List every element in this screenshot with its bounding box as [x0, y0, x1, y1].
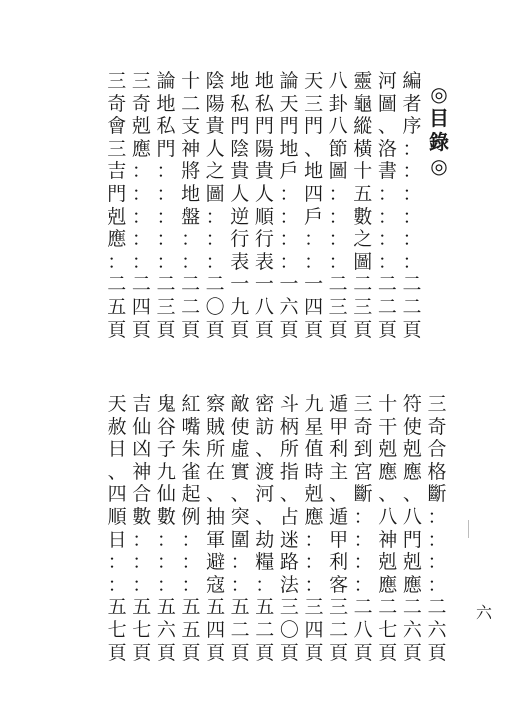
heading-char: ◎: [430, 82, 448, 106]
entry-title: 九 星 值 時 剋 應: [304, 393, 324, 528]
entry-page: 五 七 頁: [107, 596, 127, 664]
entry-page: 二 〇 頁: [205, 273, 225, 341]
toc-entry-upper: [400, 70, 424, 341]
toc-entry-upper: [326, 70, 350, 341]
entry-title: 三 奇 剋 應: [131, 70, 151, 160]
entry-page: 一 六 頁: [279, 273, 299, 341]
entry-page: 三 〇 頁: [279, 596, 299, 664]
entry-title: 天 赦 日 、 四 順 日: [107, 393, 127, 551]
entry-page: 五 二 頁: [230, 596, 250, 664]
leader-dots: ： ：: [304, 228, 324, 273]
toc-entry-lower: [179, 393, 203, 664]
toc-entry-upper: [179, 70, 203, 341]
toc-entry-lower: [277, 393, 301, 664]
entry-title: 地 私 門 陰 貴 人 逆 行 表: [230, 70, 250, 273]
heading-char: ◎: [430, 154, 448, 178]
entry-title: 三 奇 會 三 吉 門 剋 應: [107, 70, 127, 251]
toc-entry-lower: [253, 393, 277, 664]
entry-page: 二 四 頁: [131, 273, 151, 341]
entry-page: 二 三 頁: [353, 273, 373, 341]
entry-page: 五 二 頁: [255, 596, 275, 664]
entry-title: 符 使 剋 應 、 八 門 剋 應: [402, 393, 422, 596]
toc-entry-lower: [425, 393, 449, 664]
entry-title: 編 者 序: [402, 70, 422, 138]
leader-dots: ： ：: [107, 551, 127, 596]
toc-entry-lower: [327, 393, 351, 664]
leader-dots: ： ： ：: [304, 528, 324, 596]
leader-dots: ： ： ：: [205, 205, 225, 273]
toc-entry-upper: [351, 70, 375, 341]
toc-entry-lower: [204, 393, 228, 664]
entry-title: 論 地 私 門: [156, 70, 176, 160]
toc-heading: [426, 82, 452, 178]
heading-char: 目: [429, 106, 449, 130]
toc-entry-lower: [228, 393, 252, 664]
entry-title: 河 圖 、 洛 書: [377, 70, 397, 183]
leader-dots: ： ： ： ：: [328, 182, 348, 273]
toc-entry-lower: [400, 393, 424, 664]
entry-page: 二 六 頁: [402, 596, 422, 664]
toc-entry-lower: [351, 393, 375, 664]
entry-title: 十 干 剋 應 、 八 神 剋 應: [378, 393, 398, 596]
entry-page: 五 五 頁: [181, 596, 201, 664]
entry-title: 敵 使 虛 實 、 突 圍: [230, 393, 250, 551]
entry-title: 遁 甲 利 主 、 遁 甲 利 客: [329, 393, 349, 596]
entry-page: 二 三 頁: [328, 273, 348, 341]
entry-page: 二 二 頁: [181, 273, 201, 341]
entry-title: 陰 陽 貴 人 之 圖: [205, 70, 225, 205]
entry-title: 論 天 門 地 戶: [279, 70, 299, 183]
leader-dots: ： ： ： ：: [377, 182, 397, 273]
toc-entry-lower: [302, 393, 326, 664]
toc-entry-lower: [376, 393, 400, 664]
leader-dots: ： ： ：: [156, 528, 176, 596]
entry-page: 一 九 頁: [230, 273, 250, 341]
entry-page: 二 六 頁: [427, 596, 447, 664]
entry-page: 二 三 頁: [156, 273, 176, 341]
entry-page: 二 五 頁: [107, 273, 127, 341]
toc-entry-lower: [154, 393, 178, 664]
leader-dots: ： ：: [181, 228, 201, 273]
entry-title: 天 三 門 、 地 四 戶: [304, 70, 324, 228]
entry-title: 吉 仙 凶 神 合 數: [132, 393, 152, 528]
entry-title: 察 賊 所 在 、 抽 軍 避 寇: [206, 393, 226, 596]
page-number: 六: [475, 603, 492, 622]
toc-entry-upper: [105, 70, 129, 341]
entry-title: 十 二 支 神 將 地 盤: [181, 70, 201, 228]
entry-title: 靈 龜 縱 橫 十 五 數 之 圖: [353, 70, 373, 273]
leader-dots: ： ： ： ： ： ：: [402, 137, 422, 273]
toc-entry-upper: [252, 70, 276, 341]
entry-title: 密 訪 、 渡 河 、 劫 糧: [255, 393, 275, 574]
toc-entry-upper: [375, 70, 399, 341]
entry-title: 鬼 谷 子 九 仙 數: [156, 393, 176, 528]
toc-entry-upper: [302, 70, 326, 341]
entry-page: 三 四 頁: [304, 596, 324, 664]
entry-title: 斗 柄 所 指 、 占 迷 路 法: [279, 393, 299, 596]
toc-entry-lower: [105, 393, 129, 664]
entry-page: 二 八 頁: [353, 596, 373, 664]
toc-entry-upper: [154, 70, 178, 341]
toc-entry-lower: [130, 393, 154, 664]
entry-page: 五 七 頁: [132, 596, 152, 664]
entry-page: 一 八 頁: [254, 273, 274, 341]
heading-char: 錄: [429, 130, 449, 154]
toc-entry-upper: [129, 70, 153, 341]
page-mark: [468, 520, 469, 538]
leader-dots: ：: [107, 250, 127, 273]
entry-title: 三 奇 合 格 斷: [427, 393, 447, 506]
toc-entry-upper: [277, 70, 301, 341]
leader-dots: ： ： ： ： ：: [156, 160, 176, 273]
entry-title: 八 卦 八 節 圖: [328, 70, 348, 183]
leader-dots: ： ： ： ：: [427, 505, 447, 596]
entry-page: 五 四 頁: [206, 596, 226, 664]
leader-dots: ：: [255, 573, 275, 596]
entry-page: 二 二 頁: [402, 273, 422, 341]
leader-dots: ： ：: [230, 551, 250, 596]
entry-title: 地 私 門 陽 貴 人 順 行 表: [254, 70, 274, 273]
toc-entry-upper: [203, 70, 227, 341]
leader-dots: ： ： ： ：: [279, 182, 299, 273]
entry-page: 五 六 頁: [156, 596, 176, 664]
entry-title: 紅 嘴 朱 雀 起 例: [181, 393, 201, 528]
leader-dots: ： ： ： ： ：: [131, 160, 151, 273]
entry-page: 三 二 頁: [329, 596, 349, 664]
leader-dots: ： ： ：: [181, 528, 201, 596]
leader-dots: ： ： ： ：: [353, 505, 373, 596]
entry-page: 二 七 頁: [378, 596, 398, 664]
entry-title: 三 奇 到 宮 斷: [353, 393, 373, 506]
entry-page: 二 二 頁: [377, 273, 397, 341]
toc-entry-upper: [228, 70, 252, 341]
leader-dots: ： ： ：: [132, 528, 152, 596]
entry-page: 一 四 頁: [304, 273, 324, 341]
